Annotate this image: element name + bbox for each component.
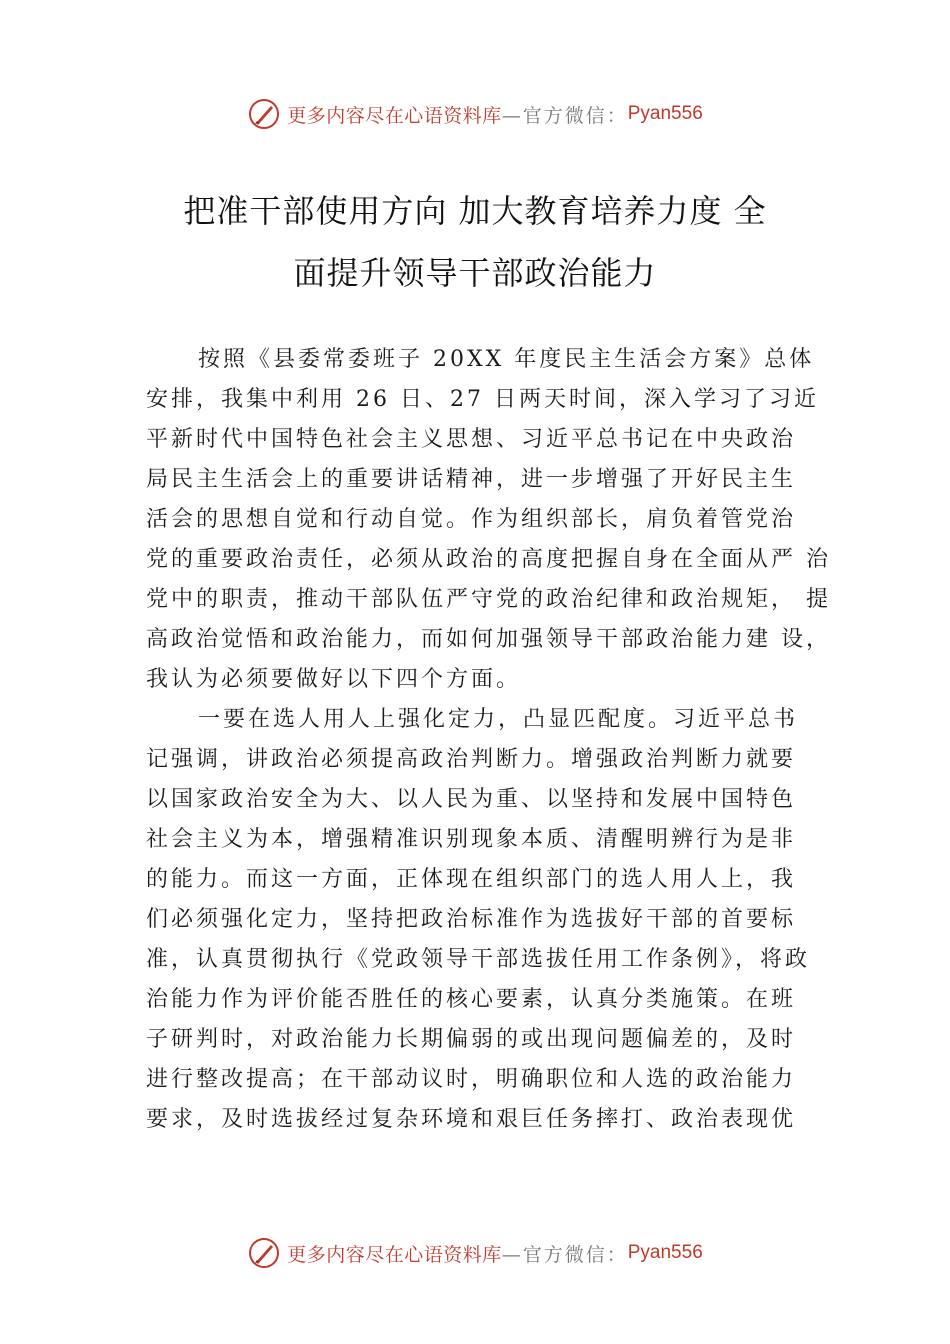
body-line: 治能力作为评价能否胜任的核心要素，认真分类施策。在班 <box>146 987 797 1012</box>
body-line: 党的重要政治责任，必须从政治的高度把握自身在全面从严 治 <box>146 547 831 572</box>
body-line: 一要在选人用人上强化定力，凸显匹配度。习近平总书 <box>198 707 799 732</box>
body-line: 准，认真贯彻执行《党政领导干部选拔任用工作条例》，将政 <box>146 947 811 972</box>
body-line: 以国家政治安全为大、以人民为重、以坚持和发展中国特色 <box>146 787 797 812</box>
quill-pen-icon <box>247 97 281 131</box>
document-title <box>100 180 850 304</box>
body-line: 我认为必须要做好以下四个方面。 <box>146 667 522 692</box>
watermark-wechat-id: Pyan556 <box>627 1242 703 1263</box>
watermark-wechat-id: Pyan556 <box>627 103 703 124</box>
body-line: 平新时代中国特色社会主义思想、习近平总书记在中央政治 <box>146 427 797 452</box>
watermark-site-text: 更多内容尽在心语资料库 <box>287 104 502 127</box>
body-line: 子研判时，对政治能力长期偏弱的或出现问题偏差的，及时 <box>146 1027 797 1052</box>
watermark-dash-text: —官方微信： <box>501 1243 628 1266</box>
body-line: 进行整改提高；在干部动议时，明确职位和人选的政治能力 <box>146 1067 797 1092</box>
title-line-1: 把准干部使用方向 加大教育培养力度 全 <box>183 192 767 230</box>
body-line: 高政治觉悟和政治能力，而如何加强领导干部政治能力建 设， <box>146 627 831 652</box>
document-body <box>146 340 836 1140</box>
body-line: 党中的职责，推动干部队伍严守党的政治纪律和政治规矩， 提 <box>146 587 831 612</box>
body-line: 安排，我集中利用 26 日、27 日两天时间，深入学习了习近 <box>146 387 819 412</box>
watermark-banner-bottom <box>0 1233 950 1273</box>
title-line-2: 面提升领导干部政治能力 <box>293 254 657 292</box>
watermark-banner-top <box>0 94 950 134</box>
body-line: 们必须强化定力，坚持把政治标准作为选拔好干部的首要标 <box>146 907 797 932</box>
body-line: 局民主生活会上的重要讲话精神，进一步增强了开好民主生 <box>146 467 797 492</box>
body-line: 社会主义为本，增强精准识别现象本质、清醒明辨行为是非 <box>146 827 797 852</box>
quill-pen-icon <box>247 1236 281 1270</box>
watermark-site-text: 更多内容尽在心语资料库 <box>287 1243 502 1266</box>
body-line: 要求，及时选拔经过复杂环境和艰巨任务摔打、政治表现优 <box>146 1107 797 1132</box>
body-line: 活会的思想自觉和行动自觉。作为组织部长，肩负着管党治 <box>146 507 797 532</box>
body-line: 的能力。而这一方面，正体现在组织部门的选人用人上，我 <box>146 867 797 892</box>
body-line: 按照《县委常委班子 20XX 年度民主生活会方案》总体 <box>198 347 815 372</box>
watermark-dash-text: —官方微信： <box>501 104 628 127</box>
body-line: 记强调，讲政治必须提高政治判断力。增强政治判断力就要 <box>146 747 797 772</box>
